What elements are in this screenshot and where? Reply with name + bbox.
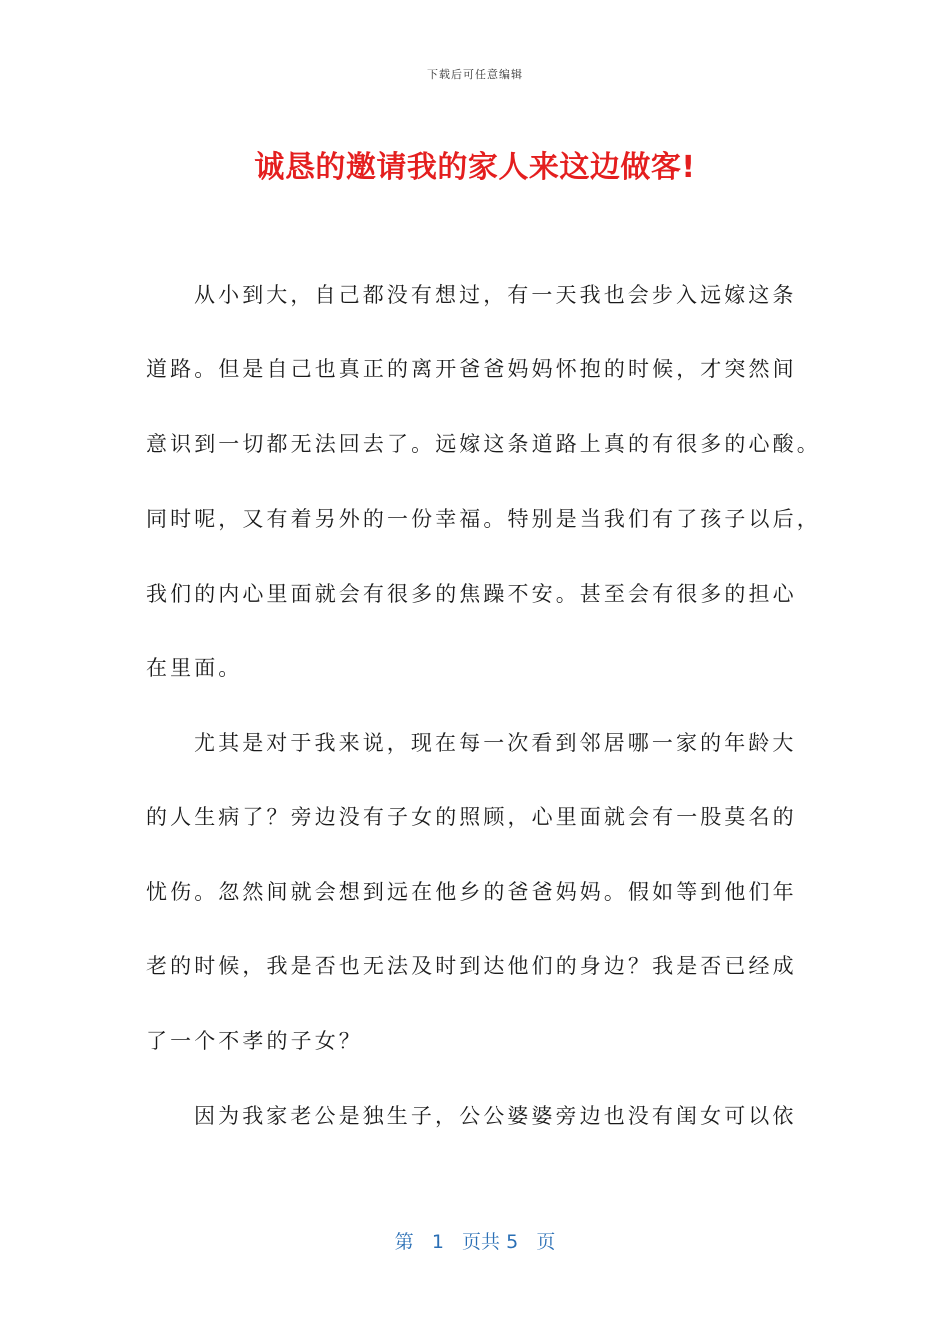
paragraph-line: 因为我家老公是独生子，公公婆婆旁边也没有闺女可以依 bbox=[194, 1104, 797, 1128]
paragraph-line: 意识到一切都无法回去了。远嫁这条道路上真的有很多的心酸。 bbox=[146, 432, 821, 456]
footer-of-label: 页共 bbox=[462, 1231, 501, 1253]
paragraph-line: 尤其是对于我来说，现在每一次看到邻居哪一家的年龄大 bbox=[194, 731, 797, 755]
paragraph-line: 从小到大，自己都没有想过，有一天我也会步入远嫁这条 bbox=[194, 283, 797, 307]
footer-current-page: 1 bbox=[431, 1231, 444, 1253]
header-note: 下载后可任意编辑 bbox=[427, 68, 523, 81]
paragraph-line: 了一个不孝的子女？ bbox=[146, 1029, 363, 1053]
paragraph-line: 老的时候，我是否也无法及时到达他们的身边？我是否已经成 bbox=[146, 954, 797, 978]
paragraph-line: 的人生病了？旁边没有子女的照顾，心里面就会有一股莫名的 bbox=[146, 805, 797, 829]
paragraph-line: 在里面。 bbox=[146, 656, 243, 680]
footer-page-label: 第 bbox=[394, 1231, 414, 1253]
paragraph-line: 同时呢，又有着另外的一份幸福。特别是当我们有了孩子以后， bbox=[146, 507, 821, 531]
paragraph-line: 道路。但是自己也真正的离开爸爸妈妈怀抱的时候，才突然间 bbox=[146, 357, 797, 381]
paragraph-line: 忧伤。忽然间就会想到远在他乡的爸爸妈妈。假如等到他们年 bbox=[146, 880, 797, 904]
footer-total-pages: 5 bbox=[506, 1231, 519, 1253]
page-footer bbox=[0, 1227, 950, 1254]
document-title: 诚恳的邀请我的家人来这边做客! bbox=[254, 150, 696, 185]
footer-pages-label: 页 bbox=[536, 1231, 556, 1253]
paragraph-line: 我们的内心里面就会有很多的焦躁不安。甚至会有很多的担心 bbox=[146, 582, 797, 606]
